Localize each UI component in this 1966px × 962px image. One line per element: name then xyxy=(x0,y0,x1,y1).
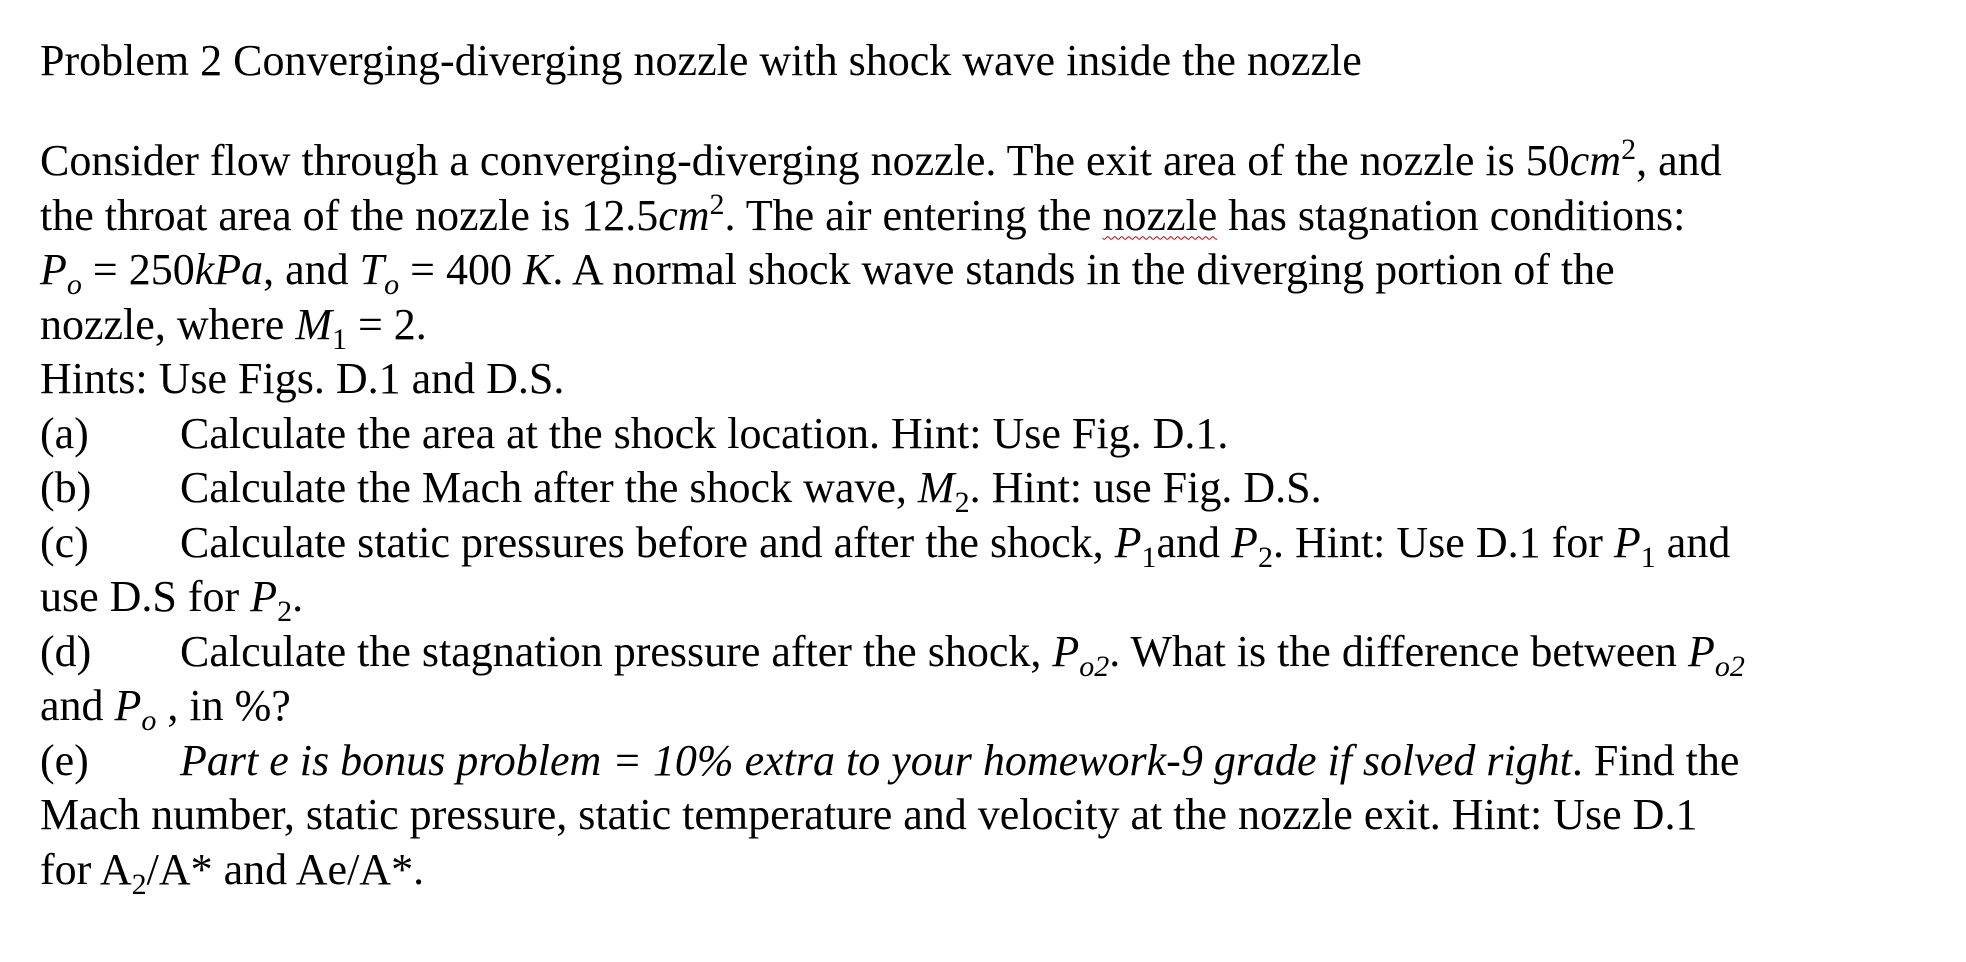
text: . Hint: Use D.1 for xyxy=(1272,517,1614,567)
text: and xyxy=(1156,517,1232,567)
part-label: (b) xyxy=(40,463,92,512)
text: Calculate static pressures before and after the shock, xyxy=(180,517,1115,567)
math-symbol: M xyxy=(295,299,332,349)
intro-line-3 xyxy=(40,243,1940,301)
math-symbol: P xyxy=(114,681,142,730)
problem-title: Problem 2 Converging-diverging nozzle with shock wave inside the nozzle xyxy=(40,36,1362,85)
bonus-note: Part e is bonus problem = 10% extra to your homework-9 grade if solved right xyxy=(180,735,1572,785)
text: use D.S for xyxy=(40,572,251,621)
spellcheck-word: nozzle xyxy=(1102,190,1218,240)
text: Calculate the area at the shock location. Hint: Use Fig. D.1. xyxy=(180,408,1229,458)
math-unit: K xyxy=(522,245,553,294)
text: , in %? xyxy=(156,681,291,730)
text: . Find the xyxy=(1571,735,1740,785)
text: . xyxy=(292,572,304,621)
text: the throat area of the nozzle is 12.5 xyxy=(40,190,659,240)
text: Consider flow through a converging-diverging nozzle. The exit area of the nozzle is 50 xyxy=(40,136,1570,185)
superscript: 2 xyxy=(709,187,725,221)
text: for A xyxy=(40,844,132,894)
subscript: 2 xyxy=(954,486,970,519)
subscript: 2 xyxy=(1257,540,1273,574)
subscript: o xyxy=(141,704,157,737)
intro-line-1 xyxy=(40,134,1940,189)
subscript: 2 xyxy=(277,595,293,628)
superscript: 2 xyxy=(1621,133,1637,166)
part-d-continued xyxy=(40,679,1940,737)
math-symbol: P xyxy=(1231,517,1258,567)
part-e xyxy=(40,734,1940,789)
part-e-continued-1: Mach number, static pressure, static temperature and velocity at the nozzle exit. Hint: Use D.1 xyxy=(40,790,1698,839)
part-label: (a) xyxy=(40,408,89,458)
text: nozzle, where xyxy=(40,299,296,349)
text: = 250 xyxy=(81,245,195,294)
part-label: (c) xyxy=(40,517,89,567)
subscript: 2 xyxy=(131,867,147,901)
part-b xyxy=(40,461,1940,519)
part-a xyxy=(40,407,1940,462)
math-symbol: P xyxy=(250,572,278,621)
text: . A normal shock wave stands in the diverging portion of the xyxy=(552,245,1615,294)
text: . The air entering the xyxy=(724,190,1103,240)
text: , and xyxy=(263,245,360,294)
text: , and xyxy=(1636,136,1722,185)
text: Calculate the Mach after the shock wave, xyxy=(180,463,918,512)
text: = 400 xyxy=(399,245,523,294)
subscript: o xyxy=(384,268,400,301)
part-d xyxy=(40,625,1940,683)
text: Calculate the stagnation pressure after the shock, xyxy=(180,626,1053,676)
text: . Hint: use Fig. D.S. xyxy=(969,463,1322,512)
subscript: 1 xyxy=(1141,540,1157,574)
part-label: (e) xyxy=(40,735,89,785)
text: . What is the difference between xyxy=(1109,626,1688,676)
document xyxy=(40,30,1940,901)
part-c-continued xyxy=(40,570,1940,628)
math-symbol: M xyxy=(917,463,955,512)
text: = 2. xyxy=(346,299,427,349)
text: /A* and Ae/A*. xyxy=(146,844,425,894)
math-symbol: T xyxy=(359,245,385,294)
math-unit: cm xyxy=(1569,136,1622,185)
subscript: o xyxy=(66,268,82,301)
math-symbol: P xyxy=(1114,517,1142,567)
math-symbol: P xyxy=(40,245,67,294)
part-label: (d) xyxy=(40,626,92,676)
text: and xyxy=(1655,517,1731,567)
text: and xyxy=(40,681,115,730)
intro-line-4 xyxy=(40,298,1940,356)
math-symbol: P xyxy=(1687,626,1715,676)
intro-line-2 xyxy=(40,189,1940,244)
subscript: 1 xyxy=(1640,540,1656,574)
math-unit: cm xyxy=(658,190,710,240)
math-symbol: P xyxy=(1052,626,1080,676)
text: has stagnation conditions: xyxy=(1217,190,1686,240)
part-e-continued-2 xyxy=(40,843,1940,901)
problem-body xyxy=(40,133,1940,901)
hints-line: Hints: Use Figs. D.1 and D.S. xyxy=(40,354,565,403)
subscript: 1 xyxy=(331,322,347,356)
subscript: o2 xyxy=(1079,649,1110,683)
part-c xyxy=(40,516,1940,574)
math-symbol: P xyxy=(1613,517,1641,567)
subscript: o2 xyxy=(1714,649,1745,683)
math-unit: kPa xyxy=(194,245,264,294)
